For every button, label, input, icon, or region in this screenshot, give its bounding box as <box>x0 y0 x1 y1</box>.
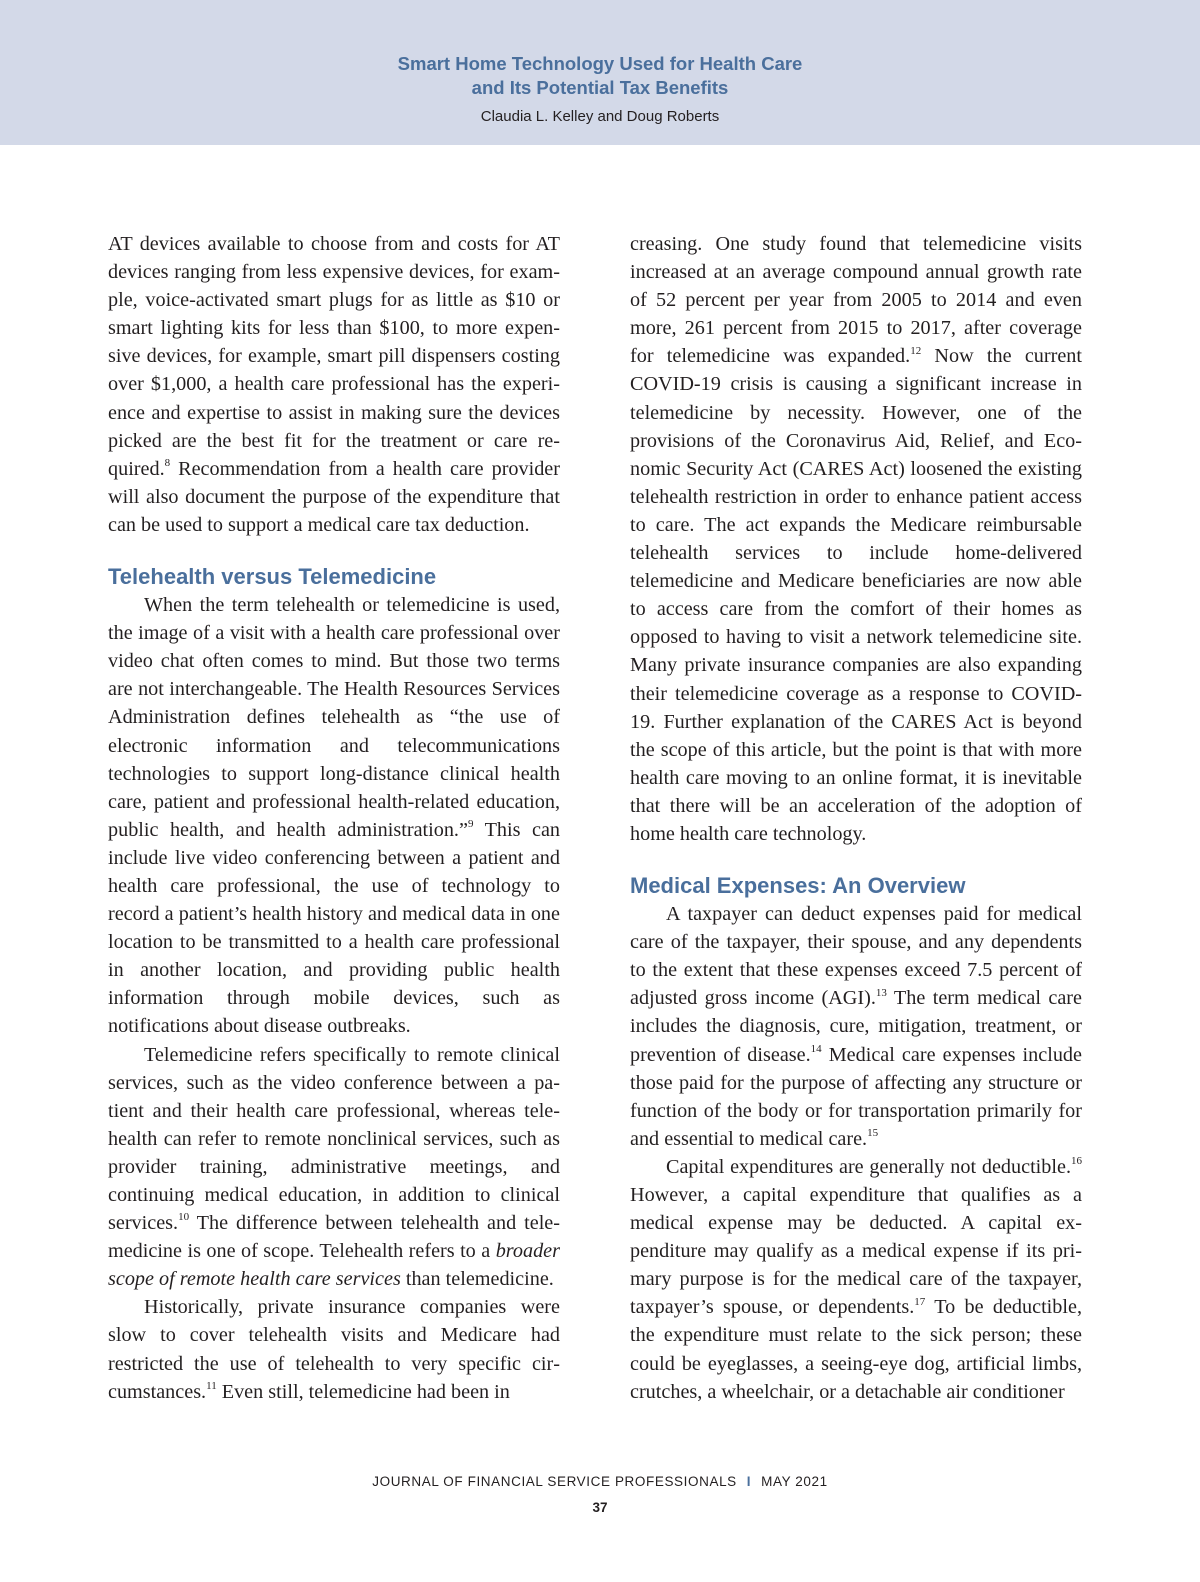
body-paragraph: AT devices available to choose from and costs for AT devices ranging from less expensive devices, for example, voice-activated smart plugs for as little as $10 or smart lighting kits for less than $100, to more expensive devices, for example, smart pill dispensers costing over $1,000, a health care professional has the experience and expertise to assist in making sure the devices picked are the best fit for the treatment or care required.$^8$ Recommendation from a health care provider will also document the purpose of the expenditure that can be used to support a medical care tax deduction. <box>108 233 560 536</box>
footnote-ref: 12 <box>910 344 922 357</box>
footer-separator: I <box>746 1474 752 1489</box>
footnote-ref: 13 <box>875 986 887 999</box>
footnote-ref: 17 <box>914 1295 926 1308</box>
body-paragraph: Capital expenditures are generally not deductible.$^{16}$ However, a capital expenditure that qualifies as a medical expense may be deducted. A capital expenditure may qualify as a medical expense if its primary purpose is for the medical care of the taxpayer, taxpayer’s spouse, or dependents.$^{17}$ To be deductible, the expenditure must relate to the sick person; these could be eyeglasses, a seeing-eye dog, artificial limbs, crutches, a wheelchair, or a detachable air conditioner <box>630 1155 1082 1403</box>
footnote-ref: 10 <box>178 1211 190 1224</box>
header-band <box>0 0 1200 145</box>
left-column <box>108 230 560 1406</box>
article-title-line-2: and Its Potential Tax Benefits <box>471 77 729 98</box>
footnote-ref: 16 <box>1071 1155 1082 1168</box>
emphasis-text: broader scope of remote health care services <box>108 1240 560 1291</box>
footnote-ref: 9 <box>467 818 474 831</box>
body-paragraph: Historically, private insurance companies were slow to cover telehealth visits and Medicare had restricted the use of telehealth to very specific circumstances.$^{11}$ Even still, telemedicine had been in <box>108 1296 560 1403</box>
footnote-ref: 14 <box>810 1042 822 1055</box>
article-authors: Claudia L. Kelley and Doug Roberts <box>480 108 720 125</box>
issue-date: MAY 2021 <box>761 1474 828 1489</box>
footnote-ref: 8 <box>164 457 171 470</box>
body-paragraph: creasing. One study found that telemedicine visits increased at an average compound annual growth rate of 52 percent per year from 2005 to 2014 and even more, 261 percent from 2015 to 2017, after coverage for telemedicine was expanded.$^{12}$ Now the current COVID-19 crisis is causing a significant increase in telemedicine by necessity. However, one of the provisions of the Coronavirus Aid, Relief, and Economic Security Act (CARES Act) loosened the existing telehealth restriction in order to enhance patient access to care. The act expands the Medicare reimbursable telehealth services to include home-delivered telemedicine and Medicare beneficiaries are now able to access care from the comfort of their homes as opposed to having to visit a network telemedicine site. Many private insurance companies are also expanding their telemedicine coverage as a response to COVID-19. Further explanation of the CARES Act is beyond the scope of this article, but the point is that with more health care moving to an online format, it is inevitable that there will be an acceleration of the adoption of home health care technology. <box>630 233 1082 845</box>
footnote-ref: 15 <box>867 1127 879 1140</box>
section-heading-medical-expenses: Medical Expenses: An Overview <box>630 873 966 899</box>
body-paragraph: Telemedicine refers specifically to remote clinical services, such as the video conference between a patient and their health care professional, whereas telehealth can refer to remote nonclinical services, such as provider training, administrative meetings, and continuing medical education, in addition to clinical services.$^{10}$ The difference between telehealth and telemedicine is one of scope. Telehealth refers to a broader scope of remote health care services than telemedicine. <box>108 1043 560 1291</box>
body-paragraph: A taxpayer can deduct expenses paid for medical care of the taxpayer, their spouse, and any dependents to the extent that these expenses exceed 7.5 percent of adjusted gross income (AGI).$^{13}$ The term medical care includes the diagnosis, cure, mitigation, treatment, or prevention of disease.$^{14}$ Medical care expenses include those paid for the purpose of affecting any structure or function of the body or for transportation primarily for and essential to medical care.$^{15}$ <box>630 903 1082 1150</box>
right-column <box>630 230 1082 1406</box>
article-title <box>0 52 1200 100</box>
body-paragraph: When the term telehealth or telemedicine is used, the image of a visit with a health care professional over video chat often comes to mind. But those two terms are not interchangeable. The Health Resources Services Administration defines telehealth as “the use of electronic information and telecommunications technologies to support long-distance clinical health care, patient and professional health-related education, public health, and health administration.”$^9$ This can include live video conferencing between a patient and health care professional, the use of technology to record a patient’s health history and medical data in one location to be transmitted to a health care professional in another location, and providing public health information through mobile devices, such as notifications about disease outbreaks. <box>108 594 560 1038</box>
page-number: 37 <box>592 1500 608 1515</box>
footer-journal-line <box>0 1474 1200 1489</box>
journal-name: JOURNAL OF FINANCIAL SERVICE PROFESSIONALS <box>372 1474 737 1489</box>
section-heading-telehealth: Telehealth versus Telemedicine <box>108 564 437 590</box>
footnote-ref: 11 <box>206 1379 217 1392</box>
article-title-line-1: Smart Home Technology Used for Health Care <box>397 53 803 74</box>
